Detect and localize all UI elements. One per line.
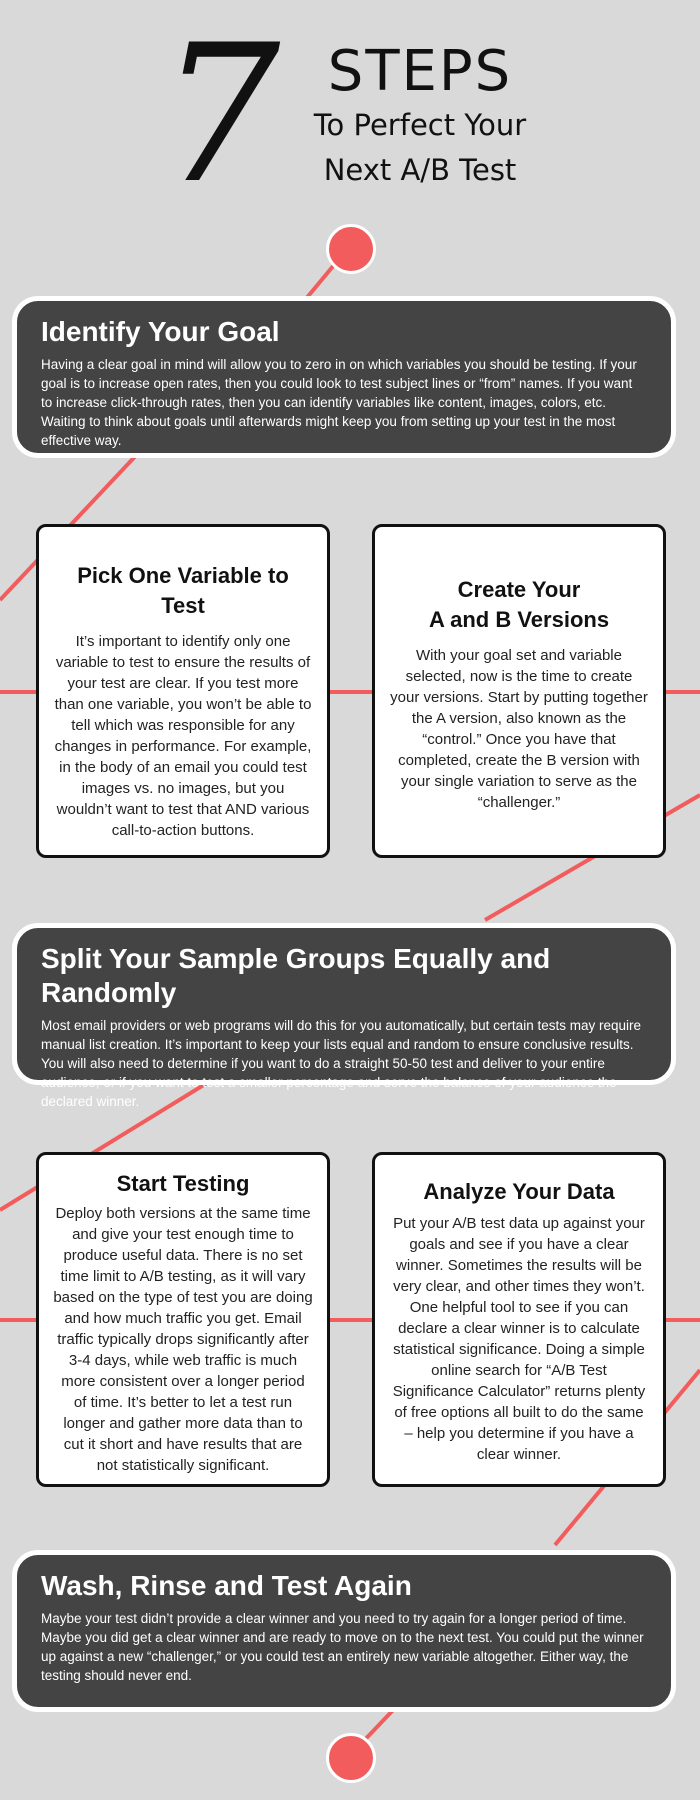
- step-card-start-testing: [36, 1152, 330, 1487]
- header-steps-title: STEPS: [327, 39, 513, 104]
- step-card-create-versions: [372, 524, 666, 858]
- step-title: Start Testing: [116, 1171, 250, 1196]
- header-subtitle-line1: To Perfect Your: [313, 108, 527, 142]
- step-body: Maybe your test didn’t provide a clear winner and you need to try again for a longer period of time. Maybe you did get a clear winner and are ready to move on to the next test. You could put the winner up against a new “challenger,” or you could test an entirely new variable altogether. Either way, the testing should never end.: [41, 1611, 644, 1683]
- step-body: Most email providers or web programs will do this for you automatically, but certain tests may require manual list creation. It’s important to keep your lists equal and random to ensure conclusive results. You will also need to determine if you want to do a straight 50-50 test and deliver to your entire audience, or if you want to test a smaller percentage and serve the balance of your audience the declared winner.: [41, 1018, 641, 1109]
- step-card-pick-variable: [36, 524, 330, 858]
- step-card-wash-rinse: [12, 1550, 676, 1712]
- step-title: [389, 575, 649, 635]
- step-title-line1: Create Your: [457, 577, 581, 602]
- header-number: 7: [159, 4, 281, 225]
- step-body: With your goal set and variable selected, now is the time to create your versions. Start by putting together the A version, also known as the “control.” Once you have that completed, create the B version with your single variation to serve as the “challenger.”: [390, 647, 648, 811]
- header: [0, 0, 700, 225]
- step-title: Identify Your Goal: [41, 316, 280, 347]
- step-body: Having a clear goal in mind will allow you to zero in on which variables you should be testing. If your goal is to increase open rates, then you could look to test subject lines or “from” names. If you want to increase click-through rates, then you can identify variables like content, images, colors, etc. Waiting to think about goals until afterwards might keep you from setting up your test in the most effective way.: [41, 357, 637, 448]
- step-card-identify-goal: [12, 296, 676, 458]
- step-title-line2: A and B Versions: [428, 607, 610, 632]
- step-title: Split Your Sample Groups Equally and Randomly: [41, 943, 551, 1008]
- step-title: Wash, Rinse and Test Again: [41, 1570, 412, 1601]
- step-body: Deploy both versions at the same time and give your test enough time to produce useful data. There is no set time limit to A/B testing, as it will vary based on the type of test you are doing and how much traffic you get. Email traffic typically drops significantly after 3-4 days, while web traffic is much more consistent over a longer period of time. It’s better to let a test run longer and gather more data than to cut it short and have results that are not statistically significant.: [53, 1205, 313, 1474]
- step-body: Put your A/B test data up against your goals and see if you have a clear winner. Sometimes the results will be very clear, and other times they won’t. One helpful tool to see if you can declare a clear winner is to calculate statistical significance. Doing a simple online search for “A/B Test Significance Calculator” returns plenty of free options all built to do the same – help you determine if you have a clear winner.: [392, 1215, 646, 1463]
- step-card-split-groups: [12, 923, 676, 1109]
- step-card-analyze-data: [372, 1152, 666, 1487]
- bottom-dot: [326, 1733, 376, 1783]
- step-body: It’s important to identify only one variable to test to ensure the results of your test are clear. If you test more than one variable, you won’t be able to tell which was responsible for any changes in performance. For example, in the body of an email you could test images vs. no images, but you wouldn’t want to test that AND various call-to-action buttons.: [54, 633, 312, 839]
- header-subtitle-line2: Next A/B Test: [323, 153, 517, 187]
- step-title: Pick One Variable to Test: [77, 563, 289, 618]
- top-dot: [326, 224, 376, 274]
- step-title: Analyze Your Data: [423, 1179, 615, 1204]
